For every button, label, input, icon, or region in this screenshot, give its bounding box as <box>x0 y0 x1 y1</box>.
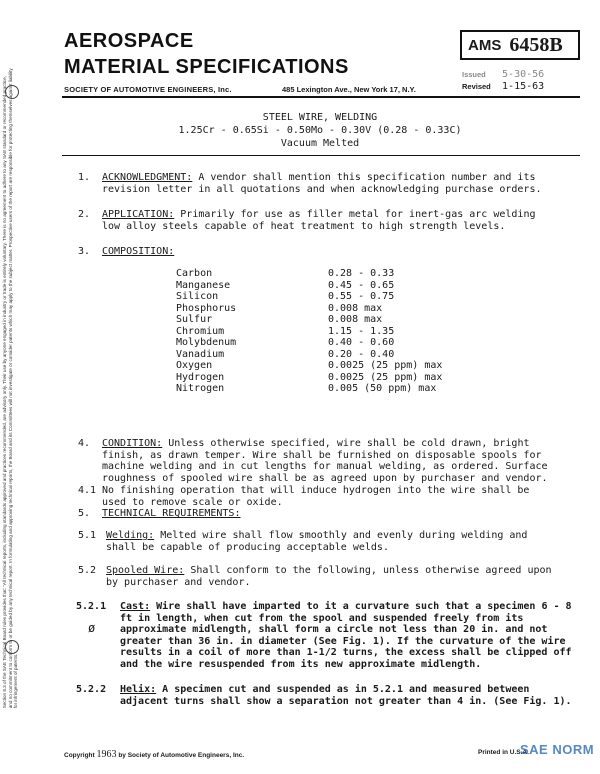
section-4-number: 4. <box>78 438 91 449</box>
composition-row: Hydrogen 0.0025 (25 ppm) max <box>176 371 443 383</box>
material-composition-title: 1.25Cr - 0.65Si - 0.50Mo - 0.30V (0.28 - 0.33C) <box>178 125 462 136</box>
section-5-2-2-text: A specimen cut and suspended as in 5.2.1 and measured between adjacent turns shall show a separation not greater than 4 in. (See Fig. 1). <box>120 684 572 707</box>
section-5-2-2-heading: Helix: <box>120 684 157 695</box>
society-name: SOCIETY OF AUTOMOTIVE ENGINEERS, Inc. <box>64 85 232 94</box>
section-5-2-1-text: Wire shall have imparted to it a curvature such that a specimen 6 - 8 ft in length, when cut from the spool and suspended freely from its approximate midlength, shall form a circle not less than 20 in. and not greater than 36 in. in diameter (See Fig. 1). If the curvature of the wire results in a coil of more than 1-1/2 turns, the excess shall be clipped off and the wire resuspended from its new approximate midlength. <box>120 601 572 670</box>
section-5-2-1-heading: Cast: <box>120 601 151 612</box>
composition-row: Oxygen 0.0025 (25 ppm) max <box>176 360 443 371</box>
section-5-1-paragraph <box>106 530 558 553</box>
section-3-number: 3. <box>78 246 91 257</box>
issued-date-line <box>462 69 544 80</box>
section-5-2-heading: Spooled Wire: <box>106 565 185 576</box>
composition-row: Carbon 0.28 - 0.33 <box>176 268 395 279</box>
composition-table <box>176 268 442 395</box>
section-5-1-text: Melted wire shall flow smoothly and evenly during welding and shall be capable of producing acceptable welds. <box>106 530 528 553</box>
society-address: 485 Lexington Ave., New York 17, N.Y. <box>282 85 416 94</box>
composition-row: Vanadium 0.20 - 0.40 <box>176 348 395 360</box>
section-5-2-paragraph <box>106 565 558 588</box>
section-5-heading: TECHNICAL REQUIREMENTS: <box>102 508 241 519</box>
section-2-paragraph <box>102 209 554 232</box>
section-4-1-number: 4.1 <box>78 485 97 496</box>
issued-label: Issued <box>462 70 486 79</box>
section-4-1-text: No finishing operation that will induce hydrogen into the wire shall be used to remove scale or oxide. <box>102 485 530 508</box>
material-process: Vacuum Melted <box>280 138 360 149</box>
punch-hole-top <box>5 85 19 99</box>
section-1-heading: ACKNOWLEDGMENT: <box>102 172 193 183</box>
section-5-1-number: 5.1 <box>78 530 97 541</box>
composition-row: Phosphorus 0.008 max <box>176 302 383 314</box>
header-title-material-specs: MATERIAL SPECIFICATIONS <box>64 56 349 78</box>
section-1-paragraph <box>102 172 554 195</box>
composition-row: Nitrogen 0.005 (50 ppm) max <box>176 383 437 394</box>
revised-label: Revised <box>462 82 491 91</box>
revised-date: 1-15-63 <box>502 81 545 92</box>
section-5-2-number: 5.2 <box>78 565 97 576</box>
revised-date-line <box>462 81 544 92</box>
section-5-2-text: Shall conform to the following, unless otherwise agreed upon by purchaser and vendor. <box>106 565 552 588</box>
material-title: STEEL WIRE, WELDING <box>262 112 378 123</box>
composition-row: Silicon 0.55 - 0.75 <box>176 291 395 302</box>
header-divider <box>62 96 580 98</box>
section-5-2-2-paragraph <box>120 684 572 707</box>
spec-number: 6458B <box>509 33 563 56</box>
section-5-2-1-number: 5.2.1 <box>76 601 107 612</box>
section-5-1-heading: Welding: <box>106 530 155 541</box>
copyright-year: 1963 <box>96 749 117 760</box>
composition-row: Chromium 1.15 - 1.35 <box>176 325 395 337</box>
ams-label: AMS <box>468 36 502 54</box>
section-4-heading: CONDITION: <box>102 438 163 449</box>
header-title-aerospace: AEROSPACE <box>64 30 194 52</box>
copyright-line <box>64 749 244 760</box>
composition-row: Sulfur 0.008 max <box>176 314 383 325</box>
title-divider <box>62 155 580 156</box>
printed-in: Printed in U.S.A. <box>478 749 529 756</box>
section-1-text: A vendor shall mention this specification number and its revision letter in all quotations and when acknowledging purchase orders. <box>102 172 542 195</box>
section-4-paragraph <box>102 438 558 484</box>
section-5-2-1-paragraph <box>120 601 572 670</box>
section-2-heading: APPLICATION: <box>102 209 175 220</box>
section-4-text: Unless otherwise specified, wire shall be cold drawn, bright finish, as drawn temper. Wire shall be furnished on disposable spools for machine welding and in cut lengths for manual welding, as ordered. Surface roughness of spooled wire shall be as agreed upon by purchaser and vendor. <box>102 438 548 484</box>
copyright-owner: by Society of Automotive Engineers, Inc. <box>118 752 245 759</box>
side-legal-note: Section 8.3 of the SAE Technical Board rules provides that: "All technical reports, including standards approved and practices recommended, are advisory only. Their use by anyone engaged in industry or trade is entirely voluntary. There is no agreement to adhere to any SAE standard or recommended practice, and no commitment to conform to or be guided by any technical report. In formulating and approving technical reports, the Board and its Committees will not investigate or consider patents which may apply to the subject matter. Prospective users of the report are responsible for protecting themselves against liability for infringement of patents." <box>1 68 18 709</box>
section-1-number: 1. <box>78 172 91 183</box>
issued-date: 5-30-56 <box>502 69 545 80</box>
revision-phi-mark: ø <box>88 621 96 635</box>
punch-hole-bottom <box>5 640 19 654</box>
section-5-2-2-number: 5.2.2 <box>76 684 107 695</box>
copyright-label: Copyright <box>64 752 95 759</box>
section-2-number: 2. <box>78 209 91 220</box>
section-5-number: 5. <box>78 508 91 519</box>
sae-norm-logo: SAE NORM <box>520 742 595 757</box>
spec-number-box <box>460 30 580 60</box>
composition-row: Molybdenum 0.40 - 0.60 <box>176 337 395 348</box>
composition-row: Manganese 0.45 - 0.65 <box>176 279 395 291</box>
section-3-heading: COMPOSITION: <box>102 246 175 257</box>
section-2-text: Primarily for use as filler metal for inert-gas arc welding low alloy steels capable of heat treatment to high strength levels. <box>102 209 536 232</box>
